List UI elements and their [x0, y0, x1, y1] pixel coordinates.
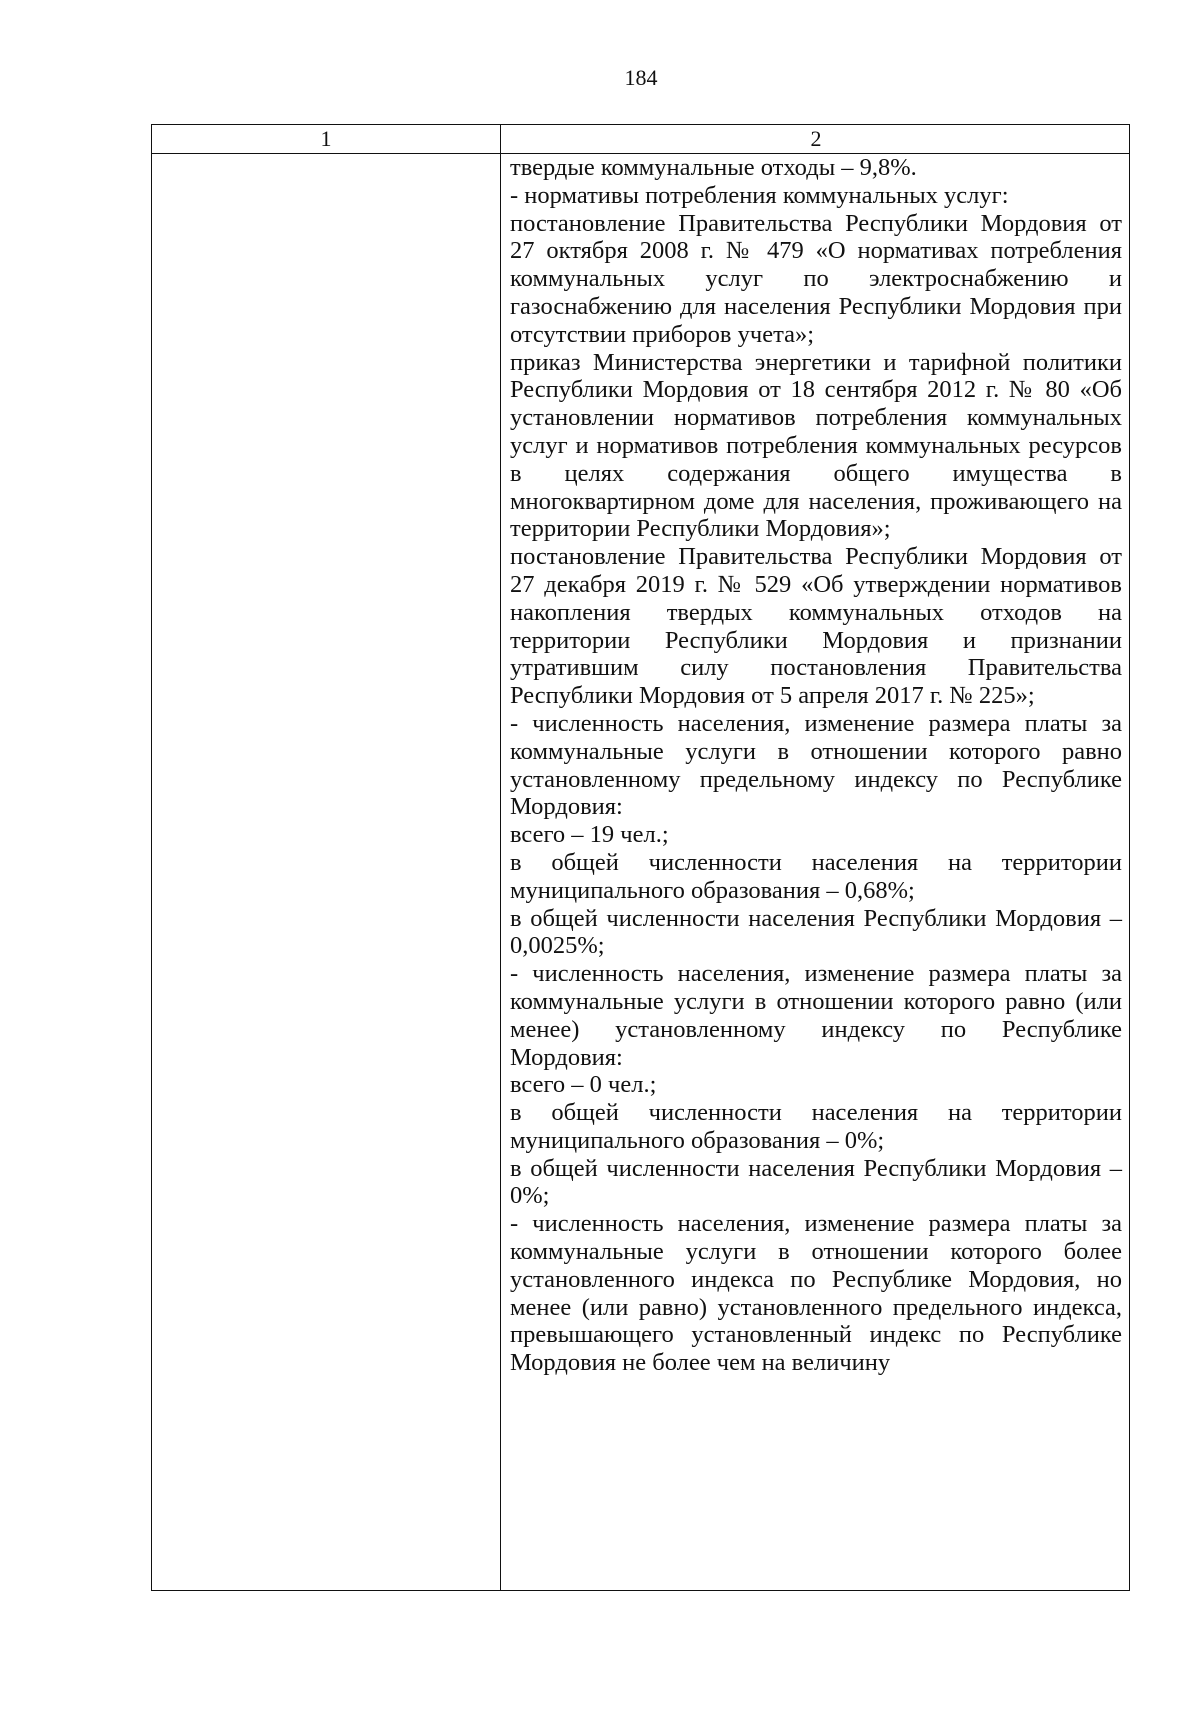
document-table: [151, 124, 1130, 1591]
paragraph: всего – 19 чел.;: [510, 821, 669, 849]
paragraph: твердые коммунальные отходы – 9,8%.: [510, 154, 917, 181]
page-number: 184: [624, 65, 658, 90]
paragraph: приказ Министерства энергетики и тарифной политики Республики Мордовия от 18 сентября 2012 г. № 80 «Об установлении нормативов потребления коммунальных услуг и нормативов потребления коммунальных ресурсов в целях содержания общего имущества в многоквартирном доме для населения, проживающего на территории Республики Мордовия»;: [510, 348, 1122, 543]
paragraph: постановление Правительства Республики Мордовия от 27 декабря 2019 г. № 529 «Об утверждении нормативов накопления твердых коммунальных отходов на территории Республики Мордовия и признании утратившим силу постановления Правительства Республики Мордовия от 5 апреля 2017 г. № 225»;: [510, 543, 1122, 710]
table-header-row: [152, 125, 1129, 154]
paragraph: в общей численности населения на территории муниципального образования – 0%;: [510, 1099, 1122, 1154]
paragraph: - численность населения, изменение размера платы за коммунальные услуги в отношении которого равно (или менее) установленному индексу по Республике Мордовия:: [510, 960, 1122, 1071]
column-divider: [500, 125, 501, 1590]
paragraph: - численность населения, изменение размера платы за коммунальные услуги в отношении которого более установленного индекса по Республике Мордовия, но менее (или равно) установленного предельного индекса, превышающего установленный индекс по Республике Мордовия не более чем на величину: [510, 1210, 1122, 1377]
paragraph: - численность населения, изменение размера платы за коммунальные услуги в отношении которого равно установленному предельному индексу по Республике Мордовия:: [510, 709, 1122, 821]
column-1-header: 1: [320, 126, 332, 151]
paragraph: в общей численности населения Республики Мордовия – 0%;: [510, 1154, 1122, 1210]
paragraph: в общей численности населения Республики Мордовия – 0,0025%;: [510, 904, 1122, 960]
paragraph: - нормативы потребления коммунальных услуг:: [510, 181, 1009, 209]
column-2-header: 2: [810, 126, 822, 151]
paragraph: всего – 0 чел.;: [510, 1071, 657, 1099]
paragraph: постановление Правительства Республики Мордовия от 27 октября 2008 г. № 479 «О нормативах потребления коммунальных услуг по электроснабжению и газоснабжению для населения Республики Мордовия при отсутствии приборов учета»;: [510, 209, 1122, 348]
column-2-content: [510, 154, 1122, 1377]
paragraph: в общей численности населения на территории муниципального образования – 0,68%;: [510, 848, 1122, 904]
